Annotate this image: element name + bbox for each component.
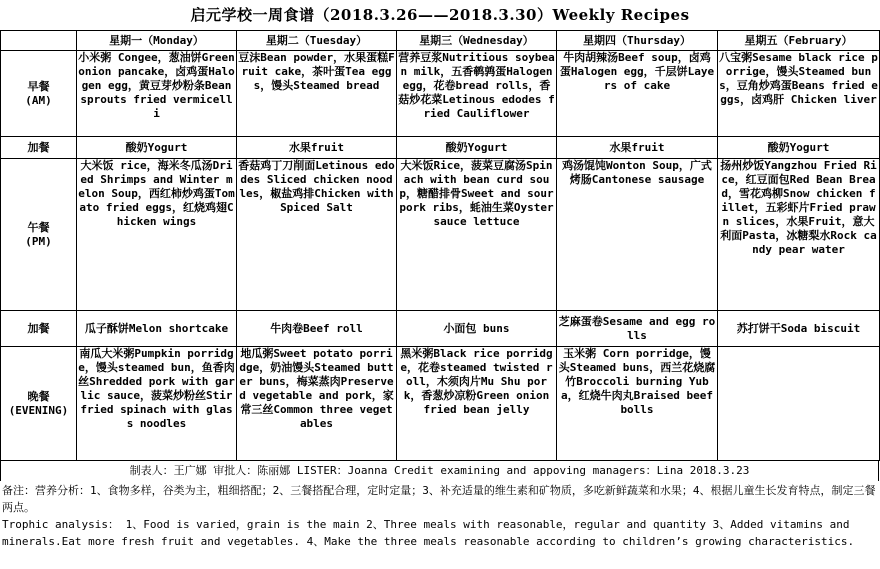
row-label: 加餐 [1,311,77,347]
menu-cell: 水果fruit [237,137,397,159]
day-header: 星期二（Tuesday） [237,31,397,51]
menu-cell: 水果fruit [557,137,718,159]
day-header: 星期四（Thursday） [557,31,718,51]
day-header: 星期三（Wednesday） [397,31,557,51]
note-chinese: 备注：营养分析：1、食物多样，谷类为主，粗细搭配；2、三餐搭配合理，定时定量；3、补充适量的维生素和矿物质，多吃新鲜蔬菜和水果；4、根据儿童生长发育特点，制定三餐两点。 [2,484,876,514]
menu-cell: 八宝粥Sesame black rice porrige，馒头Steamed buns，豆角炒鸡蛋Beans fried eggs，卤鸡肝 Chicken liver [718,51,880,137]
menu-cell: 大米饭Rice，菠菜豆腐汤Spinach with bean curd soup，糖醋排骨Sweet and sour pork ribs，蚝油生菜Oyster sauce lettuce [397,159,557,311]
dinner-row [1,347,880,461]
lunch-row [1,159,880,311]
menu-cell [718,347,880,461]
row-label [1,347,77,461]
menu-cell: 扬州炒饭Yangzhou Fried Rice，红豆面包Red Bean Bread，雪花鸡柳Snow chicken fillet，五彩虾片Fried prawn slices，水果Fruit，意大利面Pasta，冰糖梨水Rock candy pear water [718,159,880,311]
menu-cell: 酸奶Yogurt [77,137,237,159]
signature-line: 制表人：王广娜 审批人：陈丽娜 LISTER：Joanna Credit examining and appoving managers：Lina 2018.3.23 [0,461,879,481]
menu-cell: 香菇鸡丁刀削面Letinous edodes Sliced chicken noodles，椒盐鸡排Chicken with Spiced Salt [237,159,397,311]
menu-cell: 地瓜粥Sweet potato porridge，奶油馒头Steamed butter buns，梅菜蒸肉Preserved vegetable and pork，家常三丝Common three vegetables [237,347,397,461]
row-label [1,159,77,311]
menu-cell: 小米粥 Congee，葱油饼Green onion pancake，卤鸡蛋Halogen egg，黄豆芽炒粉条Bean sprouts fried vermicelli [77,51,237,137]
day-header: 星期一（Monday） [77,31,237,51]
menu-cell: 营养豆浆Nutritious soybean milk，五香鹌鹑蛋Halogen egg，花卷bread rolls，香菇炒花菜Letinous edodes fried Cauliflower [397,51,557,137]
header-row [1,31,880,51]
meal-label: 早餐 (AM) [25,79,52,107]
recipe-table [0,30,880,461]
notes-section [2,482,877,550]
row-label: 加餐 [1,137,77,159]
breakfast-row [1,51,880,137]
menu-cell: 玉米粥 Corn porridge，馒头Steamed buns，西兰花烧腐竹Broccoli burning Yuba，红烧牛肉丸Braised beef bolls [557,347,718,461]
meal-label: 晚餐 (EVENING) [8,389,69,417]
snack-row [1,311,880,347]
menu-cell: 大米饭 rice，海米冬瓜汤Dried Shrimps and Winter melon Soup，西红柿炒鸡蛋Tomato fried eggs，红烧鸡翅Chicken wings [77,159,237,311]
menu-cell: 酸奶Yogurt [397,137,557,159]
page-title: 启元学校一周食谱（2018.3.26——2018.3.30）Weekly Recipes [190,6,690,24]
menu-cell: 鸡汤馄饨Wonton Soup，广式烤肠Cantonese sausage [557,159,718,311]
meal-label: 午餐 (PM) [25,220,52,248]
menu-cell: 牛肉卷Beef roll [237,311,397,347]
day-header: 星期五（February） [718,31,880,51]
snack-row [1,137,880,159]
menu-cell: 南瓜大米粥Pumpkin porridge，馒头steamed bun，鱼香肉丝Shredded pork with garlic sauce，菠菜炒粉丝Stirfried spinach with glass noodles [77,347,237,461]
menu-cell: 瓜子酥饼Melon shortcake [77,311,237,347]
row-label [1,51,77,137]
note-english: Trophic analysis： 1、Food is varied，grain is the main 2、Three meals with reasonable，regular and quantity 3、Added vitamins and minerals.Eat more fresh fruit and vegetables. 4、Make the three meals reasonable according to children’s growing characteristics. [2,518,855,548]
menu-cell: 苏打饼干Soda biscuit [718,311,880,347]
menu-cell: 芝麻蛋卷Sesame and egg rolls [557,311,718,347]
menu-cell: 牛肉胡辣汤Beef soup，卤鸡蛋Halogen egg，千层饼Layers of cake [557,51,718,137]
menu-cell: 酸奶Yogurt [718,137,880,159]
corner-cell [1,31,77,51]
menu-cell: 豆沫Bean powder，水果蛋糕Fruit cake，茶叶蛋Tea eggs，馒头Steamed bread [237,51,397,137]
menu-cell: 小面包 buns [397,311,557,347]
menu-cell: 黑米粥Black rice porridge，花卷steamed twisted roll，木须肉片Mu Shu pork，香葱炒凉粉Green onion fried bean jelly [397,347,557,461]
